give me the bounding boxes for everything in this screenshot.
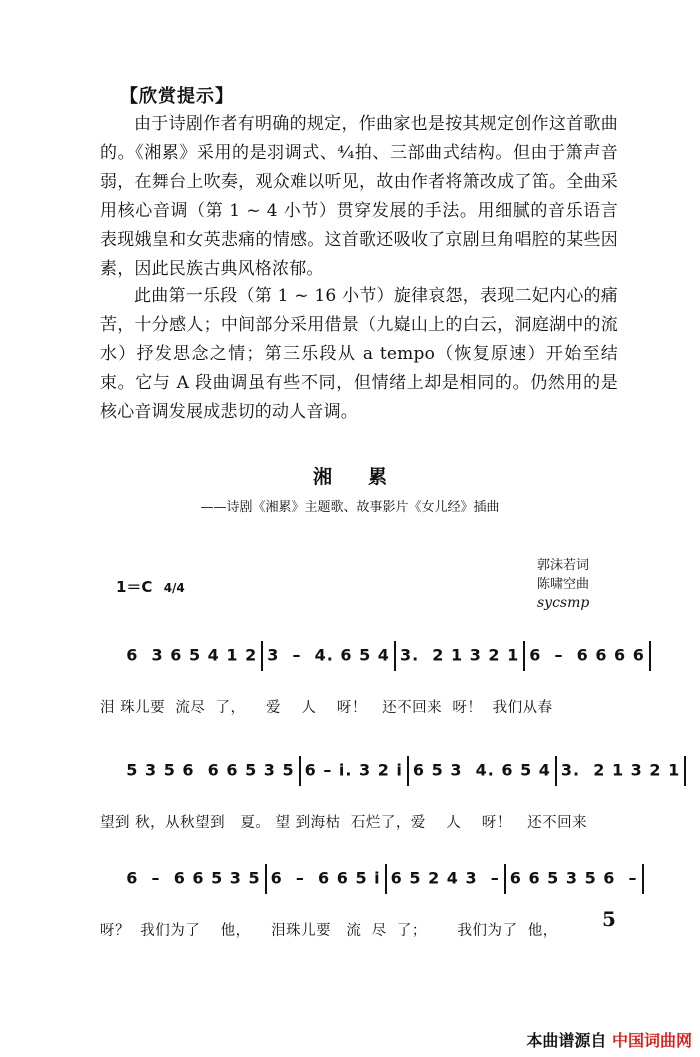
paragraph-2: 此曲第一乐段（第 1 ~ 16 小节）旋律哀怨，表现二妃内心的痛苦，十分感人；中间部分采用借景（九嶷山上的白云，洞庭湖中的流水）抒发思念之情；第三乐段从 a tempo（恢复原速）开始至结束。它与 A 段曲调虽有些不同，但情绪上却是相同的。仍然用的是核心音调发展成悲切的动人音调。 [100,286,618,422]
measure: 6 6 5 3 5 6 – [509,868,638,888]
page-number: 5 [602,907,616,931]
barline [504,864,506,894]
key-signature [116,576,185,597]
song-title: 湘累 [312,466,423,488]
barline [407,756,409,786]
song-subtitle: ——诗剧《湘累》主题歌、故事影片《女儿经》插曲 [200,500,500,515]
barline [261,641,263,671]
notes-row-3 [100,845,638,913]
footer-source [526,1028,692,1051]
measure: 6 – i. 3 2 i [304,760,403,780]
measure: 6 3 6 5 4 1 2 [126,645,258,665]
key-label: 1＝C [116,578,153,596]
measure: 5 3 5 6 6 6 5 3 5 [126,760,295,780]
notes-row-2 [100,737,681,805]
barline [394,641,396,671]
section-heading: 【欣赏提示】 [120,86,234,107]
notation-row-3 [100,845,638,940]
measure: 3. 2 1 3 2 1 [560,760,681,780]
lyrics-row-3: 呀？ 我们为了 他， 泪珠儿要 流 尽 了； 我们为了 他， [100,923,558,939]
song-credits [537,556,589,594]
measure: 6 – 6 6 5 i [270,868,381,888]
barline [523,641,525,671]
footer-source-label: 本曲谱源自 [526,1031,607,1050]
lyrics-row-2: 望到 秋，从秋望到 夏。 望 到海枯 石烂了，爱 人 呀！ 还不回来 [100,815,588,831]
composer: 陈啸空曲 [537,577,590,592]
measure: 3. 2 1 3 2 1 [399,645,520,665]
signature: sycsmp [537,595,590,611]
measure: 6 – 6 6 6 6 [529,645,645,665]
notation-row-2 [100,737,681,832]
barline [684,756,686,786]
measure: 6 5 3 4. 6 5 4 [412,760,551,780]
measure: 3 – 4. 6 5 4 [267,645,390,665]
footer-site-link[interactable]: 中国词曲网 [611,1031,692,1050]
barline [649,641,651,671]
barline [265,864,267,894]
paragraph-1: 由于诗剧作者有明确的规定，作曲家也是按其规定创作这首歌曲的。《湘累》采用的是羽调式、⁴⁄₄拍、三部曲式结构。但由于箫声音弱，在舞台上吹奏，观众难以听见，故由作者将箫改成了笛。全曲采用核心音调（第 1 ~ 4 小节）贯穿发展的手法。用细腻的音乐语言表现娥皇和女英悲痛的情感。这首歌还吸收了京剧旦角唱腔的某些因素，因此民族古典风格浓郁。 [100,114,618,279]
barline [555,756,557,786]
barline [299,756,301,786]
measure: 6 – 6 6 5 3 5 [126,868,261,888]
time-signature: 4/4 [163,581,185,595]
barline [642,864,644,894]
notation-row-1 [100,622,645,717]
notes-row-1 [100,622,645,690]
lyrics-row-1: 泪 珠儿要 流尽 了， 爱 人 呀！ 还不回来 呀！ 我们从春 [100,700,553,716]
barline [385,864,387,894]
measure: 6 5 2 4 3 – [390,868,500,888]
lyricist: 郭沫若词 [537,558,590,573]
